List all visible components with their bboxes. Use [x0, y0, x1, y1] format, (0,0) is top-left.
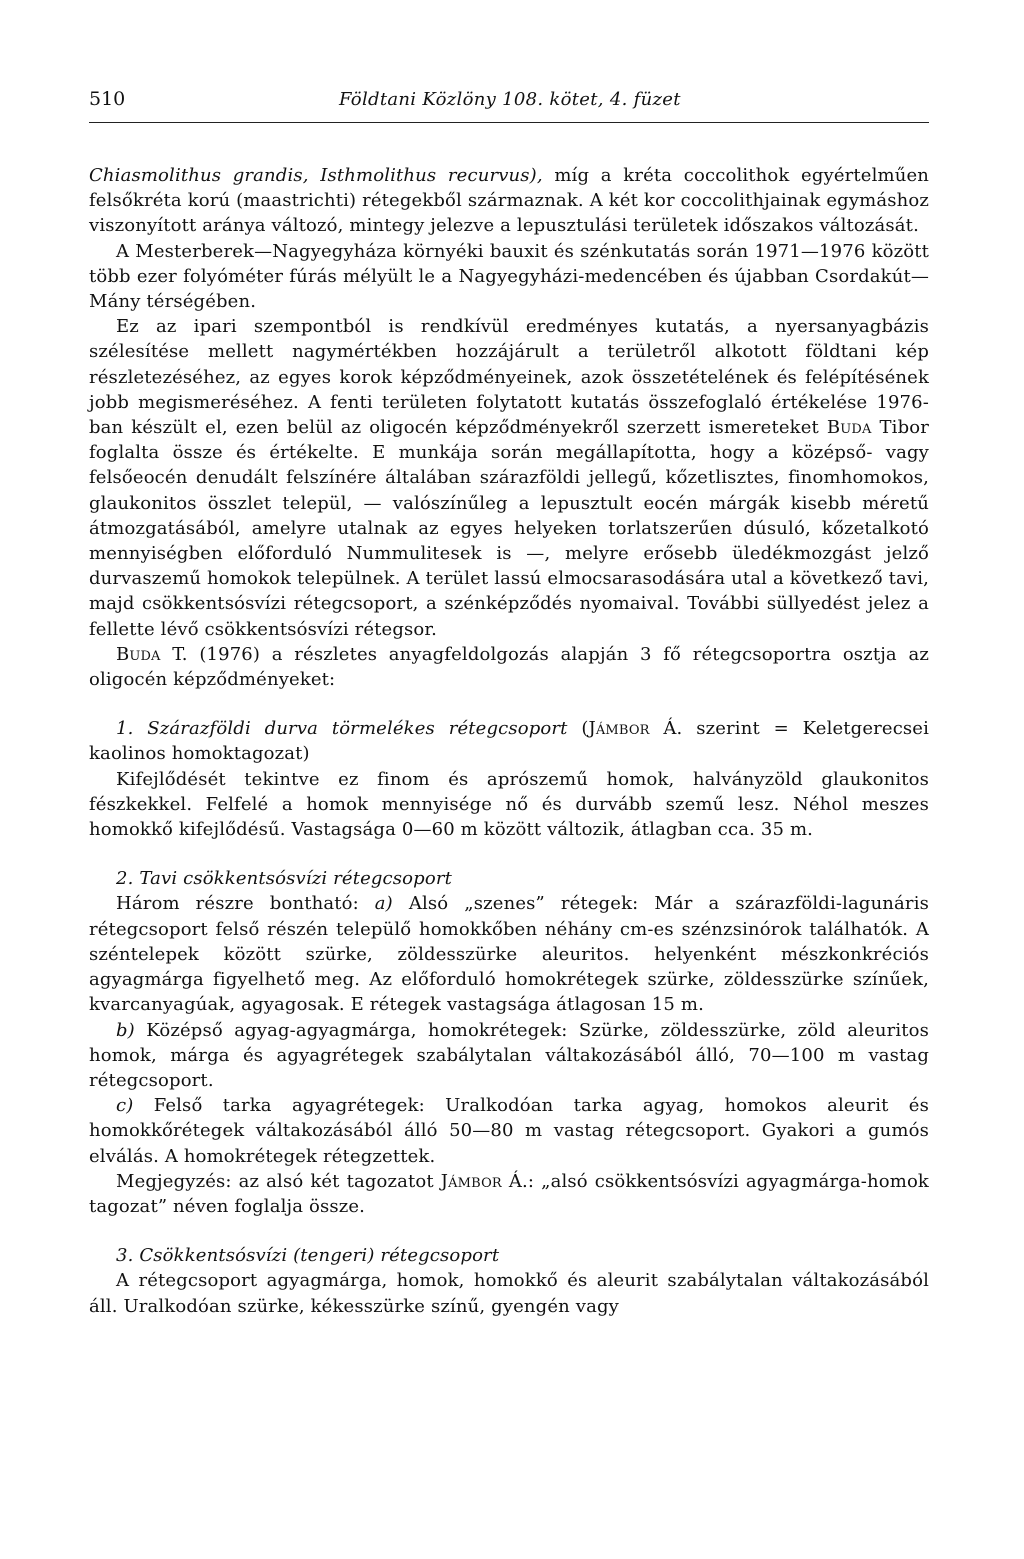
section-2-heading	[89, 866, 929, 891]
paragraph-text: T. (1976) a részletes anyagfeldolgozás alapján 3 fő rétegcsoportra osztja az oligocén képződményeket:	[89, 643, 929, 691]
paragraph-text: míg a kréta coccolithok egyértelműen felsőkréta korú (maastrichti) rétegekből származnak. A két kor coccolithjainak egymáshoz viszonyított aránya változó, mintegy jelezve a lepusztulási területek időszakos változását.	[89, 165, 929, 237]
author-name: Buda	[826, 417, 872, 439]
paragraph-drilling: A Mesterberek—Nagyegyháza környéki bauxit és szénkutatás során 1971—1976 között több ezer folyóméter fúrás mélyült le a Nagyegyházi-medencében és újabban Csordakút—Mány térségében.	[89, 240, 929, 313]
section-3-body: A rétegcsoport agyagmárga, homok, homokkő és aleurit szabálytalan váltakozásából áll. Uralkodóan szürke, kékesszürke színű, gyengén vagy	[89, 1270, 929, 1317]
paragraph-text: Ez az ipari szempontból is rendkívül eredményes kutatás, a nyersanyagbázis szélesítése mellett nagymértékben hozzájárult a területről alkotott földtani kép részletezéséhez, az egyes korok képződményeinek, azok összetételének és felépítésének jobb megismeréséhez. A fenti területen folytatott kutatás összefoglaló értékelése 1976-ban készült el, ezen belül az oligocén képződményekről szerzett ismereteket	[89, 316, 929, 439]
author-name: Buda	[116, 643, 161, 665]
paragraph-research	[89, 314, 929, 642]
section-title: Tavi csökkentsósvízi rétegcsoport	[139, 868, 452, 890]
section-2-note	[89, 1169, 929, 1219]
running-head: Földtani Közlöny 108. kötet, 4. füzet	[339, 89, 681, 110]
section-1-heading	[89, 716, 929, 766]
paragraph-text: (	[567, 718, 589, 740]
section-title: Csökkentsósvízi (tengeri) rétegcsoport	[139, 1245, 500, 1267]
section-2-part-c	[89, 1093, 929, 1169]
paragraph-text: Tibor foglalta össze és értékelte. E munkája során megállapította, hogy a középső- vagy felsőeocén denudált felszínére általában szárazföldi jellegű, kőzetlisztes, finomhomokos, glaukonitos összlet települ, — valószínűleg a lepusztult eocén márgák kisebb méretű átmozgatásából, amelyre utalnak az egyes helyeken torlatszerűen dúsuló, kőzetalkotó mennyiségben előforduló Nummulitesek is —, melyre erősebb üledékmozgást jelző durvaszemű homokok települnek. A terület lassú elmocsarasodására utal a következő tavi, majd csökkentsósvízi rétegcsoport, a szénképződés nyomaival. További süllyedést jelez a fellette lévő csökkentsósvízi rétegsor.	[89, 417, 929, 640]
item-label: c)	[116, 1095, 134, 1117]
paragraph-text: Középső agyag-agyagmárga, homokrétegek: Szürke, zöldesszürke, zöld aleuritos homok, márga és agyagrétegek szabálytalan váltakozásából álló, 70—100 m vastag rétegcsoport.	[89, 1019, 929, 1091]
author-name: Jámbor	[440, 1170, 502, 1192]
paragraph-coccolith	[89, 163, 929, 239]
section-3-heading	[89, 1243, 929, 1268]
section-2-part-b	[89, 1018, 929, 1094]
paragraph-text: Megjegyzés: az alsó két tagozatot	[116, 1170, 441, 1192]
paragraph-text: Felső tarka agyagrétegek: Uralkodóan tarka agyag, homokos aleurit és homokkőrétegek váltakozásából álló 50—80 m vastag rétegcsoport. Gyakori a gumós elválás. A homokrétegek rétegzettek.	[89, 1095, 929, 1167]
page	[89, 88, 929, 1319]
section-number: 1.	[116, 718, 134, 740]
page-header	[89, 88, 929, 123]
section-title: Szárazföldi durva törmelékes rétegcsoport	[147, 718, 568, 740]
item-label: a)	[374, 893, 393, 915]
author-name: Jámbor	[588, 718, 650, 740]
page-number: 510	[89, 88, 126, 110]
paragraph-text: Á.: „alsó csökkentsósvízi agyagmárga-homok tagozat” néven foglalja össze.	[89, 1170, 929, 1217]
species-names: Chiasmolithus grandis, Isthmolithus recurvus),	[89, 165, 543, 186]
paragraph-text: Á. szerint = Keletgerecsei kaolinos homoktagozat)	[89, 718, 930, 765]
paragraph-text: Alsó „szenes” rétegek: Már a szárazföldi-lagunáris rétegcsoport felső részén települő homokkőben néhány cm-es szénzsinórok találhatók. A széntelepek között szürke, zöldesszürke aleuritos. helyenként mészkonkréciós agyagmárga figyelhető meg. Az előforduló homokrétegek szürke, zöldesszürke színűek, kvarcanyagúak, agyagosak. E rétegek vastagsága átlagosan 15 m.	[89, 893, 929, 1016]
paragraph-classification	[89, 642, 929, 692]
paragraph-text: Három részre bontható:	[116, 893, 375, 915]
section-1-body: Kifejlődését tekintve ez finom és aprószemű homok, halványzöld glaukonitos fészkekkel. Felfelé a homok mennyisége nő és durvább szemű lesz. Néhol meszes homokkő kifejlődésű. Vastagsága 0—60 m között változik, átlagban cca. 35 m.	[89, 768, 929, 841]
item-label: b)	[116, 1019, 135, 1041]
section-2-part-a	[89, 891, 929, 1017]
article-body	[89, 163, 929, 1319]
section-number: 2.	[116, 868, 134, 890]
section-number: 3.	[116, 1245, 134, 1267]
